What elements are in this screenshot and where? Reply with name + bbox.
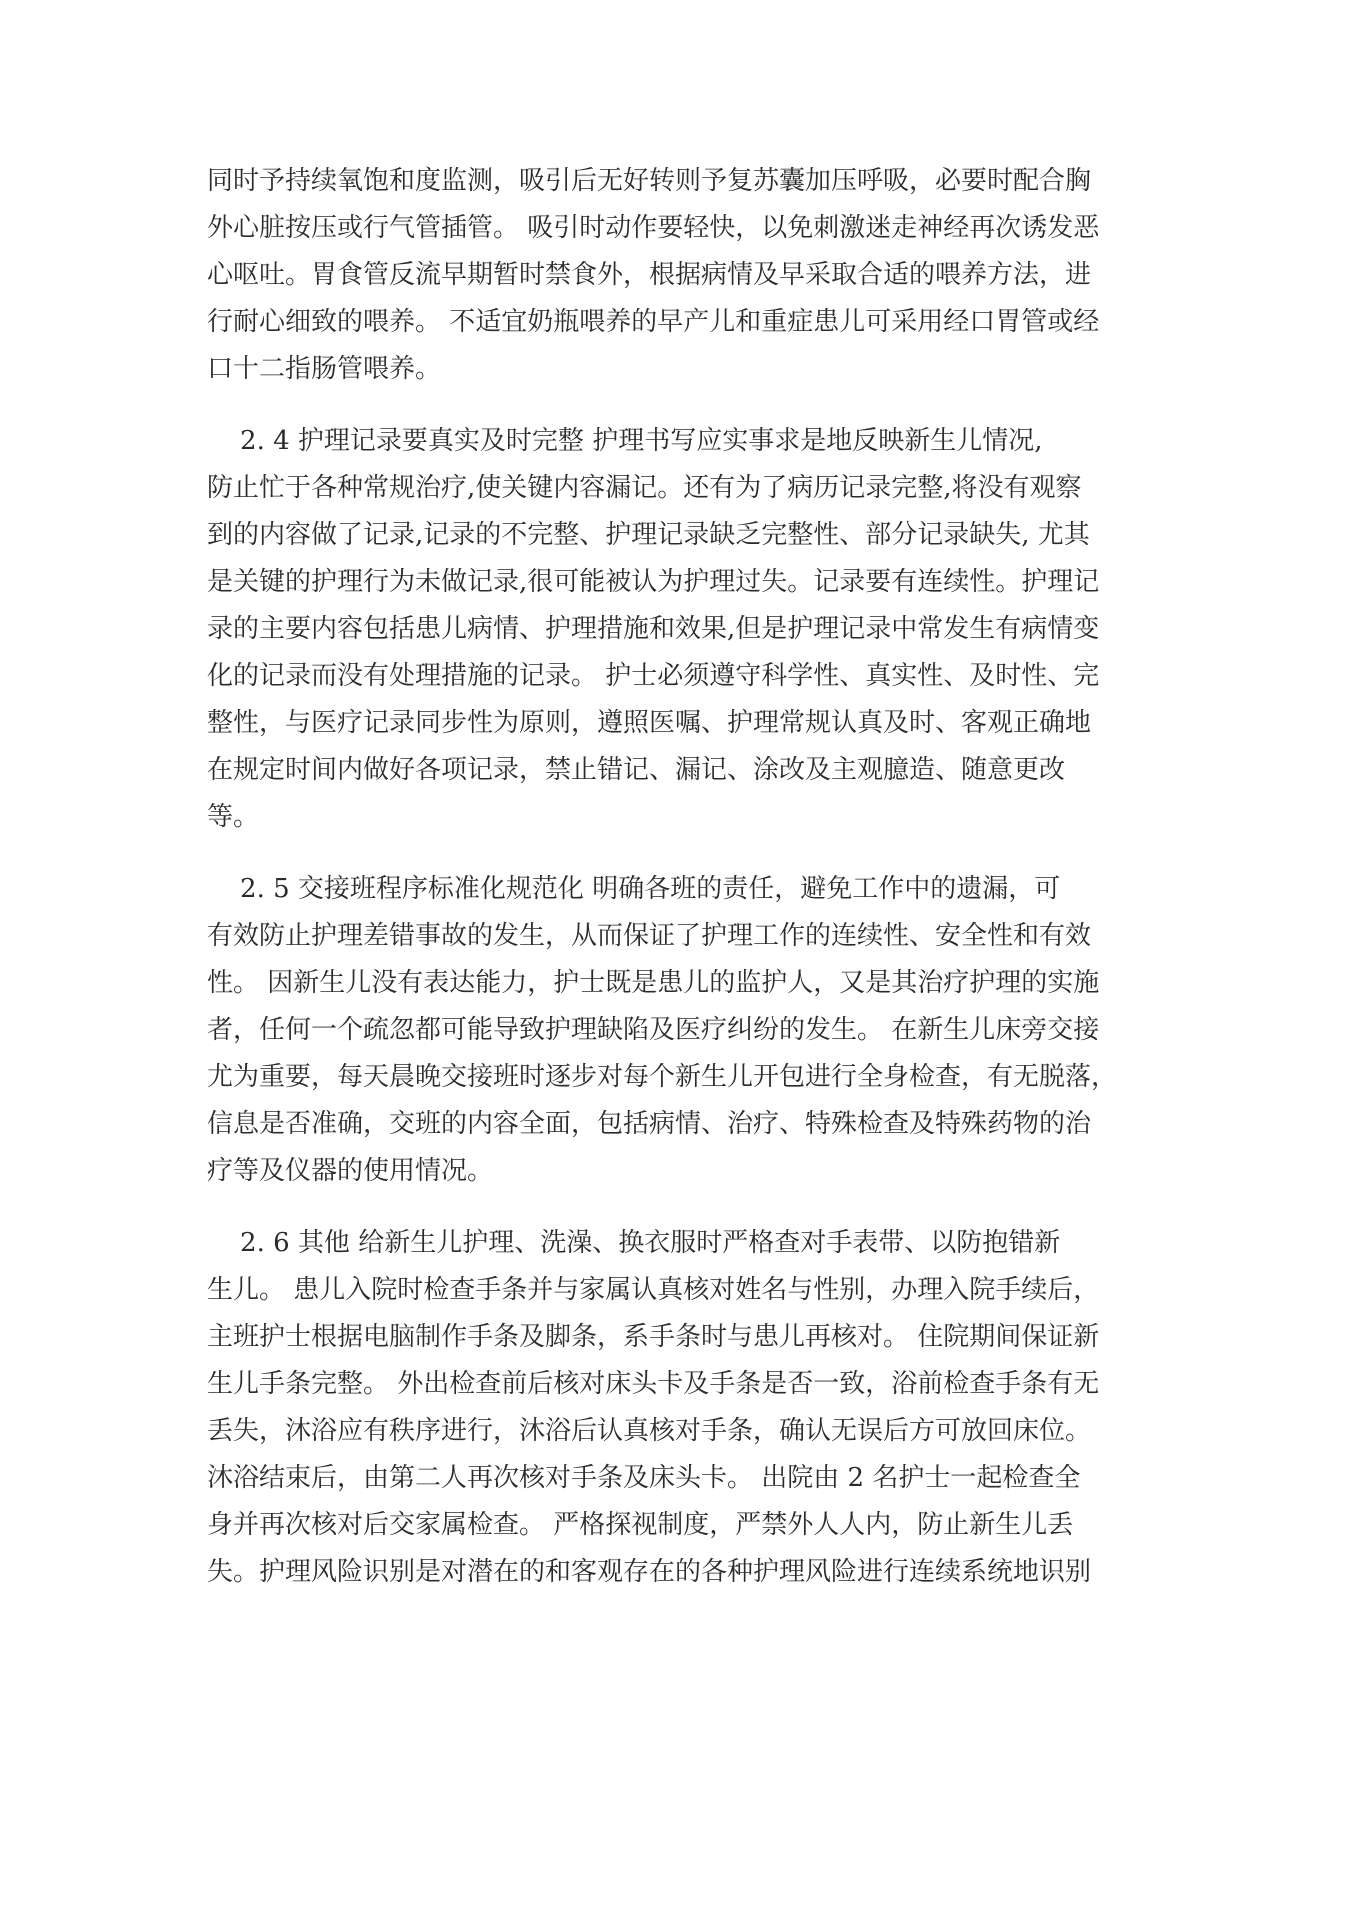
text-line: 外心脏按压或行气管插管。 吸引时动作要轻快，以免刺激迷走神经再次诱发恶 [207,213,1100,243]
paragraph-gap [207,841,1165,866]
text-line: 疗等及仪器的使用情况。 [207,1156,494,1186]
text-line: 主班护士根据电脑制作手条及脚条，系手条时与患儿再核对。 住院期间保证新 [207,1322,1100,1352]
paragraph-gap [207,393,1165,418]
document-body [207,158,1165,1596]
text-line: 尤为重要，每天晨晚交接班时逐步对每个新生儿开包进行全身检查，有无脱落， [207,1062,1118,1092]
text-line: 等。 [207,802,260,832]
text-line: 心呕吐。胃食管反流早期暂时禁食外，根据病情及早采取合适的喂养方法，进 [207,260,1092,290]
text-line: 有效防止护理差错事故的发生，从而保证了护理工作的连续性、安全性和有效 [207,921,1092,951]
text-line: 生儿。 患儿入院时检查手条并与家属认真核对姓名与性别，办理入院手续后， [207,1275,1100,1305]
text-line: 是关键的护理行为未做记录,很可能被认为护理过失。记录要有连续性。护理记 [207,567,1100,597]
text-line: 2. 5 交接班程序标准化规范化 明确各班的责任，避免工作中的遗漏，可 [207,874,1061,904]
text-line: 性。 因新生儿没有表达能力，护士既是患儿的监护人，又是其治疗护理的实施 [207,968,1100,998]
paragraph-gap [207,1195,1165,1220]
text-line: 身并再次核对后交家属检查。 严格探视制度，严禁外人人内，防止新生儿丢 [207,1510,1074,1540]
text-line: 信息是否准确，交班的内容全面，包括病情、治疗、特殊检查及特殊药物的治 [207,1109,1092,1139]
text-line: 者，任何一个疏忽都可能导致护理缺陷及医疗纠纷的发生。 在新生儿床旁交接 [207,1015,1100,1045]
text-line: 口十二指肠管喂养。 [207,354,442,384]
text-line: 沐浴结束后，由第二人再次核对手条及床头卡。 出院由 2 名护士一起检查全 [207,1463,1081,1493]
text-line: 生儿手条完整。 外出检查前后核对床头卡及手条是否一致，浴前检查手条有无 [207,1369,1100,1399]
text-line: 丢失，沐浴应有秩序进行，沐浴后认真核对手条，确认无误后方可放回床位。 [207,1416,1092,1446]
paragraph [207,866,1165,1195]
text-line: 在规定时间内做好各项记录，禁止错记、漏记、涂改及主观臆造、随意更改 [207,755,1066,785]
text-line: 2. 6 其他 给新生儿护理、洗澡、换衣服时严格查对手表带、以防抱错新 [207,1228,1061,1258]
paragraph [207,1220,1165,1596]
text-line: 整性，与医疗记录同步性为原则，遵照医嘱、护理常规认真及时、客观正确地 [207,708,1092,738]
text-line: 到的内容做了记录,记录的不完整、护理记录缺乏完整性、部分记录缺失, 尤其 [207,520,1090,550]
text-line: 录的主要内容包括患儿病情、护理措施和效果,但是护理记录中常发生有病情变 [207,614,1100,644]
text-line: 行耐心细致的喂养。 不适宜奶瓶喂养的早产儿和重症患儿可采用经口胃管或经 [207,307,1100,337]
text-line: 失。护理风险识别是对潜在的和客观存在的各种护理风险进行连续系统地识别 [207,1557,1092,1587]
text-line: 同时予持续氧饱和度监测，吸引后无好转则予复苏囊加压呼吸，必要时配合胸 [207,166,1092,196]
paragraph [207,158,1165,393]
text-line: 化的记录而没有处理措施的记录。 护士必须遵守科学性、真实性、及时性、完 [207,661,1100,691]
text-line: 2. 4 护理记录要真实及时完整 护理书写应实事求是地反映新生儿情况, [207,426,1043,456]
text-line: 防止忙于各种常规治疗,使关键内容漏记。还有为了病历记录完整,将没有观察 [207,473,1082,503]
paragraph [207,418,1165,841]
